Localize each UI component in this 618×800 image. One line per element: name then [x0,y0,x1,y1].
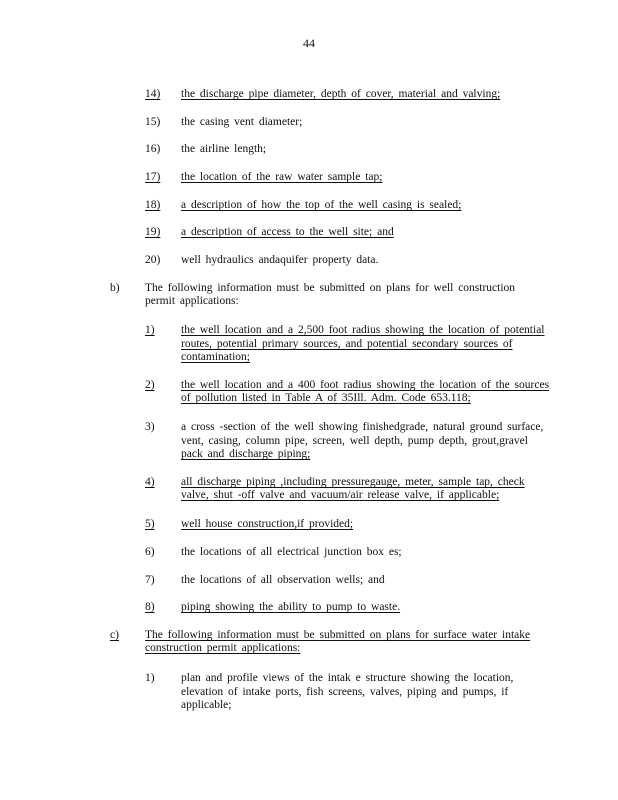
item-text-line: pack and discharge piping; [181,448,311,460]
item-text-line: valve, shut -off valve and vacuum/air release valve, if applicable; [181,489,500,501]
section-intro-line: permit applications: [145,295,239,307]
item-text-line: plan and profile views of the intak e structure showing the location, [181,672,514,684]
section-label: c) [110,629,119,641]
item-number: 14) [145,88,161,100]
item-text-line: routes, potential primary sources, and potential secondary sources of [181,338,513,350]
section-intro-line: The following information must be submitted on plans for surface water intake [145,629,531,641]
page-number: 44 [303,36,315,50]
item-text-line: of pollution listed in Table A of 35Ill. Adm. Code 653.118; [181,392,471,404]
item-text: the location of the raw water sample tap; [181,171,383,183]
item-text-line: piping showing the ability to pump to waste. [181,601,401,613]
item-text-line: a cross -section of the well showing finishedgrade, natural ground surface, [181,421,544,433]
item-number: 15) [145,116,161,128]
item-text-line: the locations of all electrical junction box es; [181,546,402,558]
item-number: 2) [145,379,155,391]
item-number: 19) [145,226,161,238]
section-intro-line: The following information must be submitted on plans for well construction [145,282,516,294]
item-number: 17) [145,171,161,183]
item-number: 16) [145,143,161,155]
item-number: 7) [145,574,155,586]
item-text: the casing vent diameter; [181,116,303,128]
item-text-line: the locations of all observation wells; and [181,574,385,586]
section-label: b) [110,282,120,294]
item-number: 6) [145,546,155,558]
item-text-line: elevation of intake ports, fish screens, valves, piping and pumps, if [181,686,509,698]
item-text-line: well house construction,if provided; [181,518,354,530]
item-text: the discharge pipe diameter, depth of cover, material and valving; [181,88,501,100]
item-text-line: all discharge piping ,including pressuregauge, meter, sample tap, check [181,476,525,488]
item-number: 3) [145,421,155,433]
item-text: well hydraulics andaquifer property data. [181,254,379,266]
item-number: 5) [145,518,155,530]
item-text: a description of how the top of the well casing is sealed; [181,199,462,211]
item-number: 1) [145,672,155,684]
item-text-line: contamination; [181,351,250,363]
item-number: 8) [145,601,155,613]
section-intro-line: construction permit applications: [145,642,301,654]
item-text: a description of access to the well site; and [181,226,394,238]
item-number: 1) [145,324,155,336]
item-text-line: applicable; [181,699,232,711]
item-text: the airline length; [181,143,267,155]
item-text-line: vent, casing, column pipe, screen, well depth, pump depth, grout,gravel [181,435,528,447]
item-number: 4) [145,476,155,488]
item-text-line: the well location and a 2,500 foot radius showing the location of potential [181,324,545,336]
item-number: 18) [145,199,161,211]
item-number: 20) [145,254,161,266]
item-text-line: the well location and a 400 foot radius showing the location of the sources [181,379,550,391]
